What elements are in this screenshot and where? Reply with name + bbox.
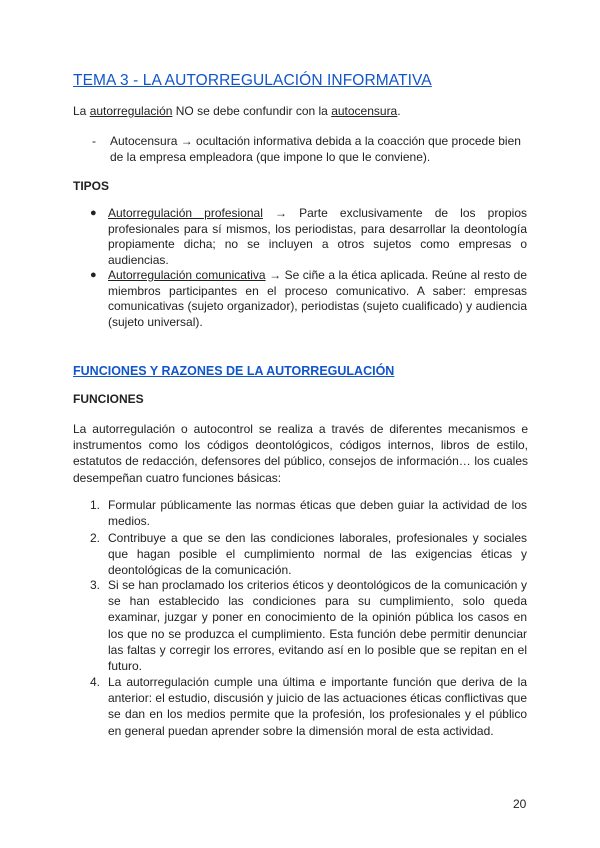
page-title: TEMA 3 - LA AUTORREGULACIÓN INFORMATIVA	[73, 72, 432, 89]
intro-sentence	[73, 104, 401, 118]
funciones-paragraph: La autorregulación o autocontrol se realiza a través de diferentes mecanismos e instrumentos como los códigos deontológicos, códigos internos, libros de estilo, estatutos de redacción, defensores del público, consejos de información… los cuales desempeñan cuatro funciones básicas:	[73, 422, 528, 485]
funcion-text: Si se han proclamado los criterios éticos y deontológicos de la comunicación y se han establecido las condiciones para su cumplimiento, solo queda examinar, juzgar y poner en conocimiento de la opinión pública los casos en los que no se produzca el cumplimiento. Esta función debe permitir denunciar las faltas y corregir los errores, evitando así en lo posible que se repitan en el futuro.	[108, 578, 527, 674]
intro-term-autorregulacion: autorregulación	[89, 104, 173, 118]
bullet-marker: ●	[90, 269, 97, 281]
number-marker: 3.	[90, 578, 101, 592]
tipo-item-text	[108, 268, 527, 330]
number-marker: 1.	[90, 498, 101, 512]
tipo-term: Autorregulación profesional	[108, 206, 263, 220]
tipo-description: → Parte exclusivamente de los propios profesionales para sí mismos, los periodistas, para desarrollar la deontología propiamente dicha; no se incluyen a otros sujetos como empresas o audiencias.	[108, 206, 527, 267]
tipo-term: Autorregulación comunicativa	[108, 268, 266, 282]
dash-marker: -	[92, 134, 96, 148]
page-number: 20	[513, 797, 527, 811]
intro-term-autocensura: autocensura	[331, 104, 398, 118]
autocensura-text: Autocensura → ocultación informativa debida a la coacción que procede bien de la empresa empleadora (que impone lo que le conviene).	[110, 134, 521, 164]
bullet-marker: ●	[90, 207, 97, 219]
funcion-text: Formular públicamente las normas éticas que deben guiar la actividad de los medios.	[108, 498, 527, 529]
intro-text-post: .	[397, 104, 401, 118]
tipo-description: → Se ciñe a la ética aplicada. Reúne al resto de miembros participantes en el proceso comunicativo. A saber: empresas comunicativas (sujeto organizador), periodistas (sujeto cualificado) y audiencia (sujeto universal).	[108, 268, 527, 329]
funcion-text: Contribuye a que se den las condiciones laborales, profesionales y sociales que hagan posible el cumplimiento normal de las exigencias éticas y deontológicas de la comunicación.	[108, 531, 527, 578]
number-marker: 2.	[90, 531, 101, 545]
intro-text-pre: La	[73, 104, 90, 118]
tipos-heading: TIPOS	[73, 179, 110, 193]
funciones-heading: FUNCIONES	[73, 392, 144, 406]
funcion-text: La autorregulación cumple una última e importante función que deriva de la anterior: el estudio, discusión y juicio de las actuaciones éticas conflictivas que se dan en los medios permite que la profesión, los profesionales y el público en general puedan aprender sobre la dimensión moral de esta actividad.	[108, 675, 527, 738]
number-marker: 4.	[90, 675, 101, 689]
funciones-section-title: FUNCIONES Y RAZONES DE LA AUTORREGULACIÓN	[73, 364, 395, 378]
tipo-item-text	[108, 206, 527, 268]
intro-text-mid: NO se debe confundir con la	[172, 104, 332, 118]
